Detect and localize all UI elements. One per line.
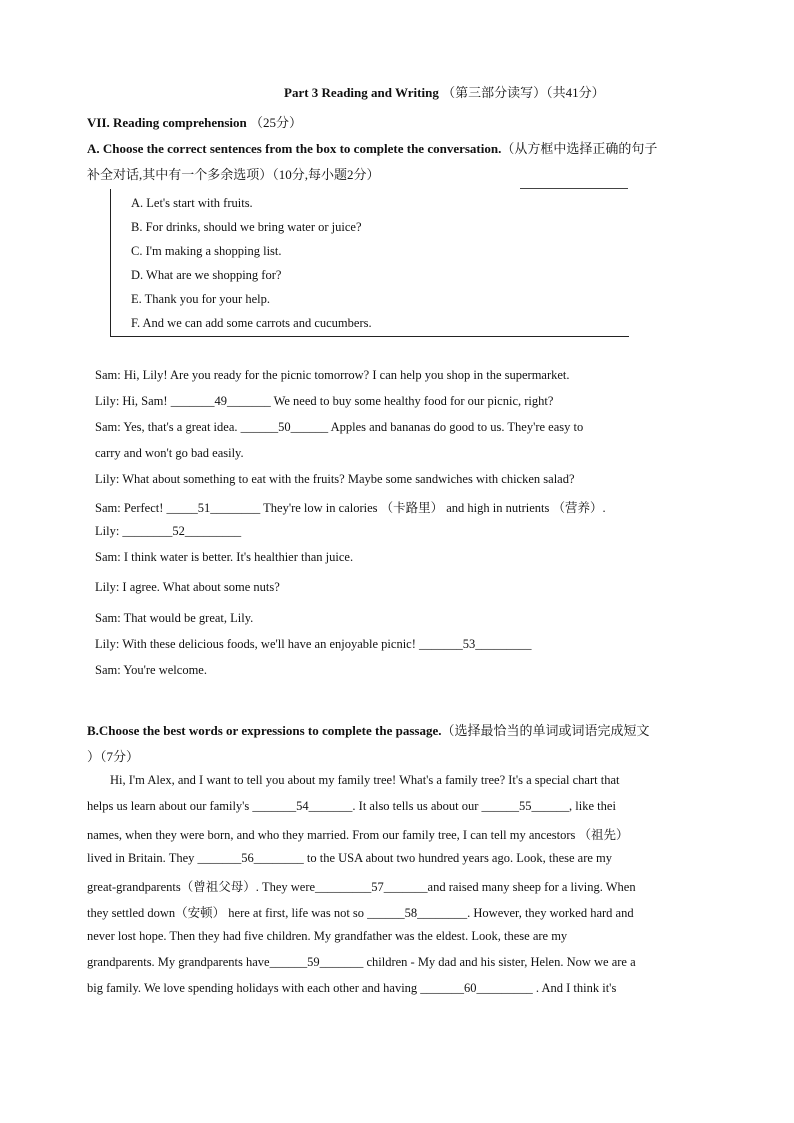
dialogue-line: Sam: Yes, that's a great idea. ______50______ Apples and bananas do good to us. They're easy to bbox=[95, 420, 584, 434]
dialogue-line: Lily: I agree. What about some nuts? bbox=[95, 580, 280, 594]
dialogue-line: Lily: With these delicious foods, we'll have an enjoyable picnic! _______53_________ bbox=[95, 637, 532, 651]
part-b-instruction bbox=[87, 720, 650, 739]
passage-line: Hi, I'm Alex, and I want to tell you about my family tree! What's a family tree? It's a special chart that bbox=[110, 773, 620, 787]
dialogue-line: Sam: You're welcome. bbox=[95, 663, 207, 677]
dialogue-line: Lily: ________52_________ bbox=[95, 524, 242, 538]
passage-line: they settled down（安顿） here at first, life was not so ______58________. However, they worked hard and bbox=[87, 906, 634, 920]
part-title-en: Part 3 Reading and Writing bbox=[284, 85, 439, 100]
section-heading bbox=[87, 112, 302, 131]
options-box bbox=[110, 189, 629, 337]
part-b-instruction-en: B.Choose the best words or expressions to complete the passage. bbox=[87, 723, 442, 738]
option-d: D. What are we shopping for? bbox=[131, 268, 282, 282]
part-b-instruction-cn-1: （选择最恰当的单词或词语完成短文 bbox=[441, 723, 650, 738]
passage-line: lived in Britain. They _______56________ to the USA about two hundred years ago. Look, these are my bbox=[87, 851, 613, 865]
dialogue-line: Sam: I think water is better. It's healthier than juice. bbox=[95, 550, 354, 564]
passage-line: names, when they were born, and who they married. From our family tree, I can tell my ancestors （祖先） bbox=[87, 828, 629, 842]
part-a-instruction-en: A. Choose the correct sentences from the box to complete the conversation. bbox=[87, 141, 502, 156]
dialogue-line: Sam: Hi, Lily! Are you ready for the picnic tomorrow? I can help you shop in the supermarket. bbox=[95, 368, 570, 382]
part-a-instruction-cn-2: 补全对话,其中有一个多余选项）（10分,每小题2分） bbox=[87, 167, 380, 182]
option-a: A. Let's start with fruits. bbox=[131, 196, 253, 210]
part-title bbox=[284, 82, 605, 101]
passage-line: grandparents. My grandparents have______59_______ children - My dad and his sister, Helen. Now we are a bbox=[87, 955, 636, 969]
part-title-cn: （第三部分读写）（共41分） bbox=[442, 85, 605, 100]
passage-line: great-grandparents（曾祖父母）. They were_________57_______and raised many sheep for a living. When bbox=[87, 880, 636, 894]
part-b-instruction-cn-2: ）（7分） bbox=[87, 749, 140, 764]
option-f: F. And we can add some carrots and cucumbers. bbox=[131, 316, 372, 330]
option-c: C. I'm making a shopping list. bbox=[131, 244, 282, 258]
section-heading-text: VII. Reading comprehension bbox=[87, 115, 247, 130]
section-score: （25分） bbox=[250, 115, 303, 130]
option-e: E. Thank you for your help. bbox=[131, 292, 270, 306]
dialogue-line: Sam: That would be great, Lily. bbox=[95, 611, 254, 625]
part-a-instruction-cn-1: （从方框中选择正确的句子 bbox=[501, 141, 658, 156]
passage-line: helps us learn about our family's _______54_______. It also tells us about our ______55______, like thei bbox=[87, 799, 616, 813]
dialogue-line: Sam: Perfect! _____51________ They're low in calories （卡路里） and high in nutrients （营养）. bbox=[95, 501, 606, 515]
option-b: B. For drinks, should we bring water or juice? bbox=[131, 220, 362, 234]
part-a-instruction bbox=[87, 138, 657, 157]
passage-line: big family. We love spending holidays with each other and having _______60_________ . And I think it's bbox=[87, 981, 617, 995]
dialogue-line: Lily: Hi, Sam! _______49_______ We need to buy some healthy food for our picnic, right? bbox=[95, 394, 554, 408]
dialogue-line: carry and won't go bad easily. bbox=[95, 446, 244, 460]
dialogue-line: Lily: What about something to eat with the fruits? Maybe some sandwiches with chicken salad? bbox=[95, 472, 575, 486]
passage-line: never lost hope. Then they had five children. My grandfather was the eldest. Look, these are my bbox=[87, 929, 568, 943]
